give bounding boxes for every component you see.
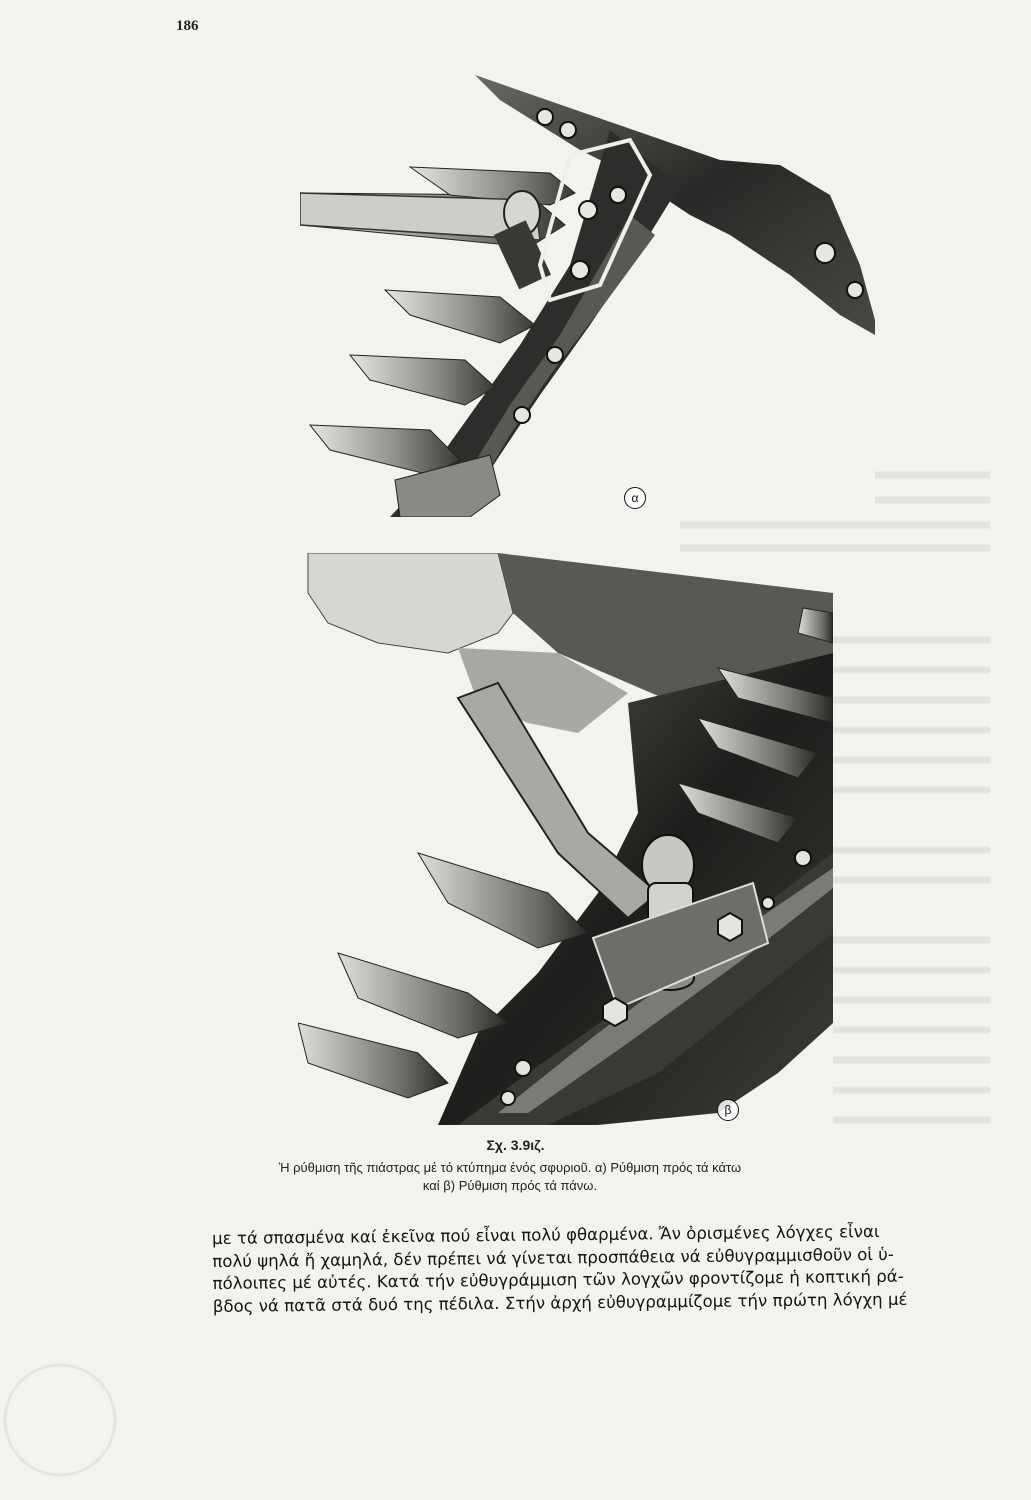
figure-caption-title: Σχ. 3.9ιζ.: [486, 1137, 545, 1153]
body-paragraph: [212, 1220, 983, 1318]
body-line: πολύ ψηλά ἤ χαμηλά, δέν πρέπει νά γίνεται προσπάθεια νά εὐθυγραμμισθοῦν οἱ ὑ-: [212, 1244, 894, 1271]
figure-label-b: β: [717, 1099, 739, 1121]
page-number: 186: [176, 18, 199, 34]
figure-photo-a: [300, 75, 875, 517]
figure-label-a: α: [624, 487, 646, 509]
figure-photo-b: [298, 553, 833, 1125]
body-line: με τά σπασμένα καί ἐκεῖνα πού εἶναι πολύ φθαρμένα. Ἄν ὁρισμένες λόγχες εἶναι: [212, 1222, 880, 1248]
body-line: βδος νά πατᾶ στά δυό της πέδιλα. Στήν ἀρχή εὐθυγραμμίζομε τήν πρώτη λόγχη μέ: [212, 1289, 908, 1316]
body-line: πόλοιπες μέ αὐτές. Κατά τήν εὐθυγράμμιση τῶν λογχῶν φροντίζομε ἡ κοπτική ρά-: [212, 1266, 904, 1293]
figure-caption-text: Ἡ ρύθμιση τῆς πιάστρας μέ τό κτύπημα ἑνός σφυριοῦ. α) Ρύθμιση πρός τά κάτω καί β) Ρύθμιση πρός τά πάνω.: [278, 1160, 742, 1193]
